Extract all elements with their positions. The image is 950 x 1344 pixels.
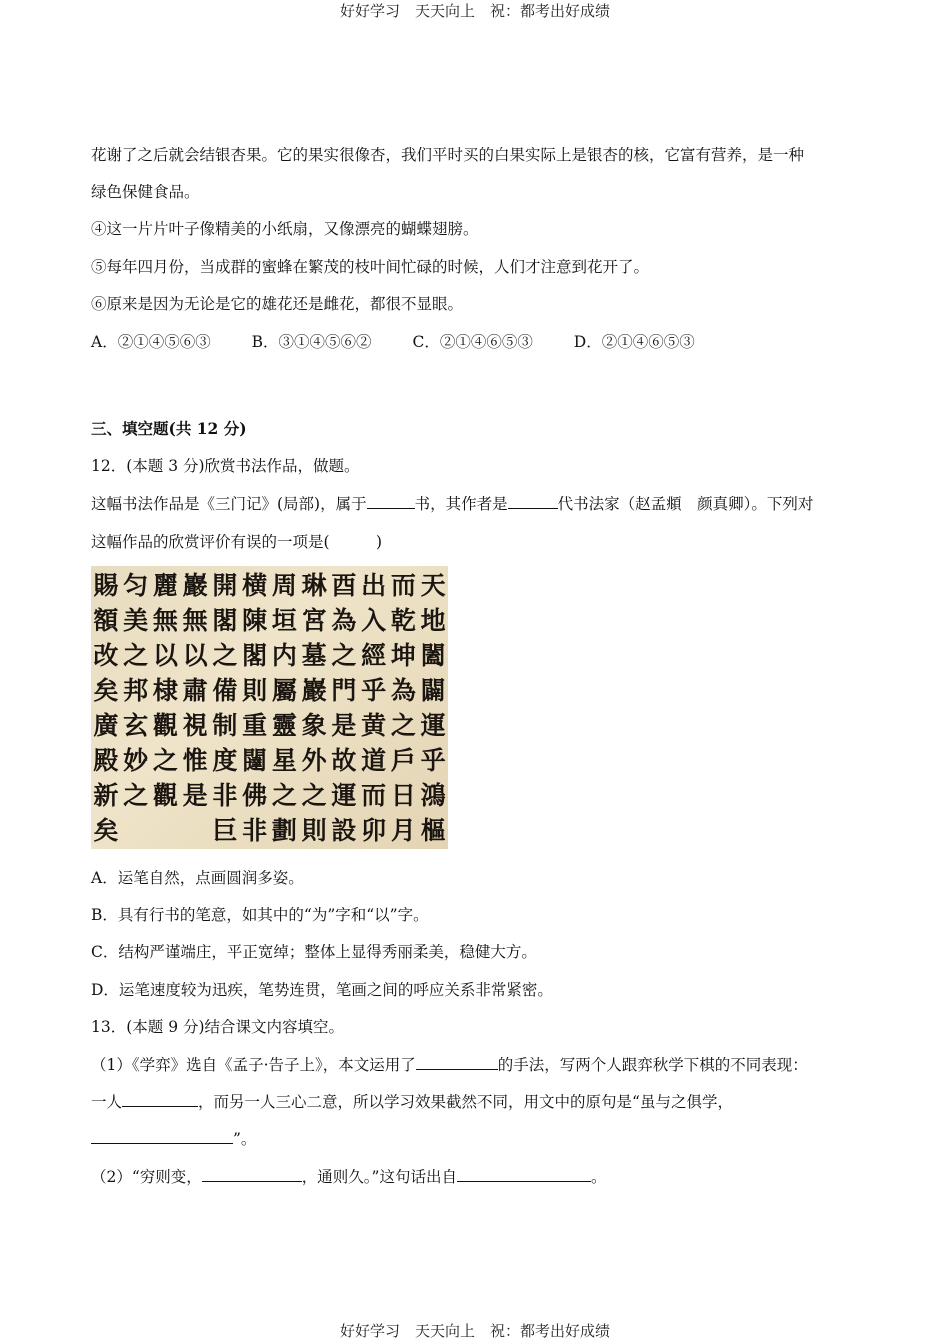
calligraphy-character: 内: [271, 641, 297, 670]
q13-p2-a: （2）“穷则变，: [91, 1168, 202, 1186]
calligraphy-character: 制: [212, 711, 238, 740]
q12-title: 12．(本题 3 分)欣赏书法作品，做题。: [91, 457, 360, 475]
calligraphy-character: 星: [271, 746, 297, 775]
calligraphy-character: 匀: [123, 571, 149, 600]
calligraphy-character: 乾: [390, 606, 416, 635]
calligraphy-character: 經: [361, 641, 387, 670]
calligraphy-character: 新: [93, 781, 119, 810]
q13-p1-c: 一人: [91, 1093, 123, 1111]
calligraphy-character: 玄: [123, 711, 149, 740]
calligraphy-character: 閣: [212, 606, 238, 635]
calligraphy-character: 巨: [212, 816, 238, 845]
q13-blank-4[interactable]: [202, 1167, 302, 1182]
calligraphy-character: 闥: [242, 746, 268, 775]
calligraphy-character: 惟: [182, 746, 208, 775]
calligraphy-character: 日: [390, 781, 416, 810]
q13-blank-2[interactable]: [122, 1092, 198, 1107]
calligraphy-character: 是: [182, 781, 208, 810]
passage-line-1: 花谢了之后就会结银杏果。它的果实很像杏，我们平时买的白果实际上是银杏的核，它富有营养，是一种: [91, 146, 805, 164]
calligraphy-character: 地: [420, 606, 446, 635]
q11-options: [91, 332, 731, 352]
calligraphy-character: 以: [152, 641, 178, 670]
calligraphy-character: 而: [390, 571, 416, 600]
calligraphy-character: 度: [212, 746, 238, 775]
calligraphy-character: 為: [331, 606, 357, 635]
page-header: 好好学习 天天向上 祝：都考出好成绩: [339, 2, 610, 20]
q13-p1-a: （1）《学弈》选自《孟子·告子上》，本文运用了: [91, 1056, 416, 1074]
section-3-title: 三、填空题(共 12 分): [91, 419, 247, 438]
q13-title: 13．(本题 9 分)结合课文内容填空。: [91, 1018, 345, 1036]
q12-stem-2: 这幅作品的欣赏评价有误的一项是( ): [91, 533, 383, 551]
calligraphy-character: 無: [152, 606, 178, 635]
calligraphy-character: 之: [390, 711, 416, 740]
calligraphy-character: 視: [182, 711, 208, 740]
calligraphy-character: 黄: [361, 711, 387, 740]
q12-stem: [91, 494, 813, 514]
calligraphy-character: 肅: [182, 676, 208, 705]
calligraphy-character: 非: [212, 781, 238, 810]
calligraphy-character: 邦: [123, 676, 149, 705]
calligraphy-character: 陳: [242, 606, 268, 635]
calligraphy-character: 則: [242, 676, 268, 705]
calligraphy-character: 屬: [271, 676, 297, 705]
calligraphy-character: 道: [361, 746, 387, 775]
calligraphy-character: 月: [390, 816, 416, 845]
sentence-5: ⑤每年四月份，当成群的蜜蜂在繁茂的枝叶间忙碌的时候，人们才注意到花开了。: [91, 258, 650, 276]
q12-stem-c: 代书法家（赵孟頫 颜真卿）。下列对: [557, 495, 814, 513]
calligraphy-character: 宮: [301, 606, 327, 635]
calligraphy-character: 外: [301, 746, 327, 775]
calligraphy-character: 而: [361, 781, 387, 810]
calligraphy-character: 備: [212, 676, 238, 705]
calligraphy-character: 乎: [420, 746, 446, 775]
calligraphy-character: 改: [93, 641, 119, 670]
calligraphy-character: 琳: [301, 571, 327, 600]
calligraphy-character: 則: [301, 816, 327, 845]
calligraphy-character: 入: [361, 606, 387, 635]
calligraphy-character: 闔: [420, 641, 446, 670]
calligraphy-character: 觀: [152, 711, 178, 740]
sentence-4: ④这一片片叶子像精美的小纸扇，又像漂亮的蝴蝶翅膀。: [91, 220, 479, 238]
calligraphy-character: 棣: [152, 676, 178, 705]
calligraphy-character: 之: [123, 781, 149, 810]
calligraphy-character: 佛: [242, 781, 268, 810]
q11-option-c[interactable]: C．②①④⑥⑤③: [412, 333, 533, 351]
q12-stem-a: 这幅书法作品是《三门记》(局部)，属于: [91, 495, 367, 513]
calligraphy-character: 出: [361, 571, 387, 600]
calligraphy-character: 周: [271, 571, 297, 600]
calligraphy-character: 之: [331, 641, 357, 670]
q12-option-d[interactable]: D．运笔速度较为迅疾，笔势连贯，笔画之间的呼应关系非常紧密。: [91, 981, 553, 999]
calligraphy-character: 乎: [361, 676, 387, 705]
calligraphy-character: 是: [331, 711, 357, 740]
calligraphy-character: 開: [212, 571, 238, 600]
calligraphy-character: 殿: [93, 746, 119, 775]
calligraphy-character: 樞: [420, 816, 446, 845]
q12-blank-1[interactable]: [367, 494, 415, 509]
calligraphy-character: 為: [390, 676, 416, 705]
calligraphy-character: 賜: [93, 571, 119, 600]
calligraphy-character: 額: [93, 606, 119, 635]
calligraphy-character: 戶: [390, 746, 416, 775]
q13-p2-b: ，通则久。”这句话出自: [301, 1168, 457, 1186]
calligraphy-character: 巖: [182, 571, 208, 600]
page-footer: 好好学习 天天向上 祝：都考出好成绩: [339, 1322, 610, 1340]
calligraphy-character: 巖: [301, 676, 327, 705]
calligraphy-character: 妙: [123, 746, 149, 775]
calligraphy-character: 之: [271, 781, 297, 810]
calligraphy-character: 墓: [301, 641, 327, 670]
calligraphy-character: 之: [152, 746, 178, 775]
calligraphy-image: [91, 566, 448, 849]
calligraphy-character: 之: [212, 641, 238, 670]
calligraphy-character: 之: [123, 641, 149, 670]
calligraphy-character: 卯: [361, 816, 387, 845]
q13-p1-d: ，而另一人三心二意，所以学习效果截然不同，用文中的原句是“虽与之俱学，: [198, 1093, 733, 1111]
q12-option-b[interactable]: B．具有行书的笔意，如其中的“为”字和“以”字。: [91, 906, 429, 924]
calligraphy-character: 坤: [390, 641, 416, 670]
calligraphy-character: 劃: [271, 816, 297, 845]
q12-blank-2[interactable]: [508, 494, 558, 509]
calligraphy-character: 閣: [242, 641, 268, 670]
q13-part1-line3: [91, 1129, 256, 1149]
calligraphy-character: 故: [331, 746, 357, 775]
q13-part1-line1: [91, 1055, 808, 1075]
calligraphy-character: 矣: [93, 676, 119, 705]
calligraphy-character: 運: [331, 781, 357, 810]
calligraphy-character: 觀: [152, 781, 178, 810]
calligraphy-character: 之: [301, 781, 327, 810]
sentence-6: ⑥原来是因为无论是它的雄花还是雌花，都很不显眼。: [91, 295, 464, 313]
calligraphy-character: 闢: [420, 676, 446, 705]
calligraphy-character: 運: [420, 711, 446, 740]
q13-blank-1[interactable]: [416, 1055, 498, 1070]
calligraphy-character: 重: [242, 711, 268, 740]
calligraphy-character: 麗: [152, 571, 178, 600]
calligraphy-character: 横: [242, 571, 268, 600]
calligraphy-character: 門: [331, 676, 357, 705]
q11-option-a[interactable]: A．②①④⑤⑥③: [91, 333, 211, 351]
q11-option-b[interactable]: B．③①④⑤⑥②: [251, 333, 372, 351]
calligraphy-character: 酉: [331, 571, 357, 600]
calligraphy-artwork: [91, 566, 448, 849]
q12-option-c[interactable]: C．结构严谨端庄，平正宽绰；整体上显得秀丽柔美，稳健大方。: [91, 943, 537, 961]
q12-stem-b: 书，其作者是: [414, 495, 508, 513]
q13-blank-3[interactable]: [91, 1129, 233, 1144]
passage-line-2: 绿色保健食品。: [91, 183, 200, 201]
calligraphy-character: 矣: [93, 816, 119, 845]
calligraphy-character: 設: [331, 816, 357, 845]
q13-part1-line2: [91, 1092, 733, 1112]
calligraphy-character: 無: [182, 606, 208, 635]
calligraphy-character: 靈: [271, 711, 297, 740]
calligraphy-character: 鴻: [420, 781, 446, 810]
calligraphy-character: 非: [242, 816, 268, 845]
q13-part2: [91, 1167, 607, 1187]
calligraphy-character: 廣: [93, 711, 119, 740]
calligraphy-character: 象: [301, 711, 327, 740]
calligraphy-character: 天: [420, 571, 446, 600]
q13-p1-e: ”。: [233, 1130, 257, 1148]
q13-p1-b: 的手法，写两个人跟弈秋学下棋的不同表现：: [497, 1056, 808, 1074]
q13-p2-c: 。: [590, 1168, 607, 1186]
calligraphy-character: 美: [123, 606, 149, 635]
q12-option-a[interactable]: A．运笔自然，点画圆润多姿。: [91, 869, 304, 887]
calligraphy-character: 以: [182, 641, 208, 670]
q13-blank-5[interactable]: [457, 1167, 591, 1182]
calligraphy-character: 垣: [271, 606, 297, 635]
q11-option-d[interactable]: D．②①④⑥⑤③: [573, 333, 695, 351]
